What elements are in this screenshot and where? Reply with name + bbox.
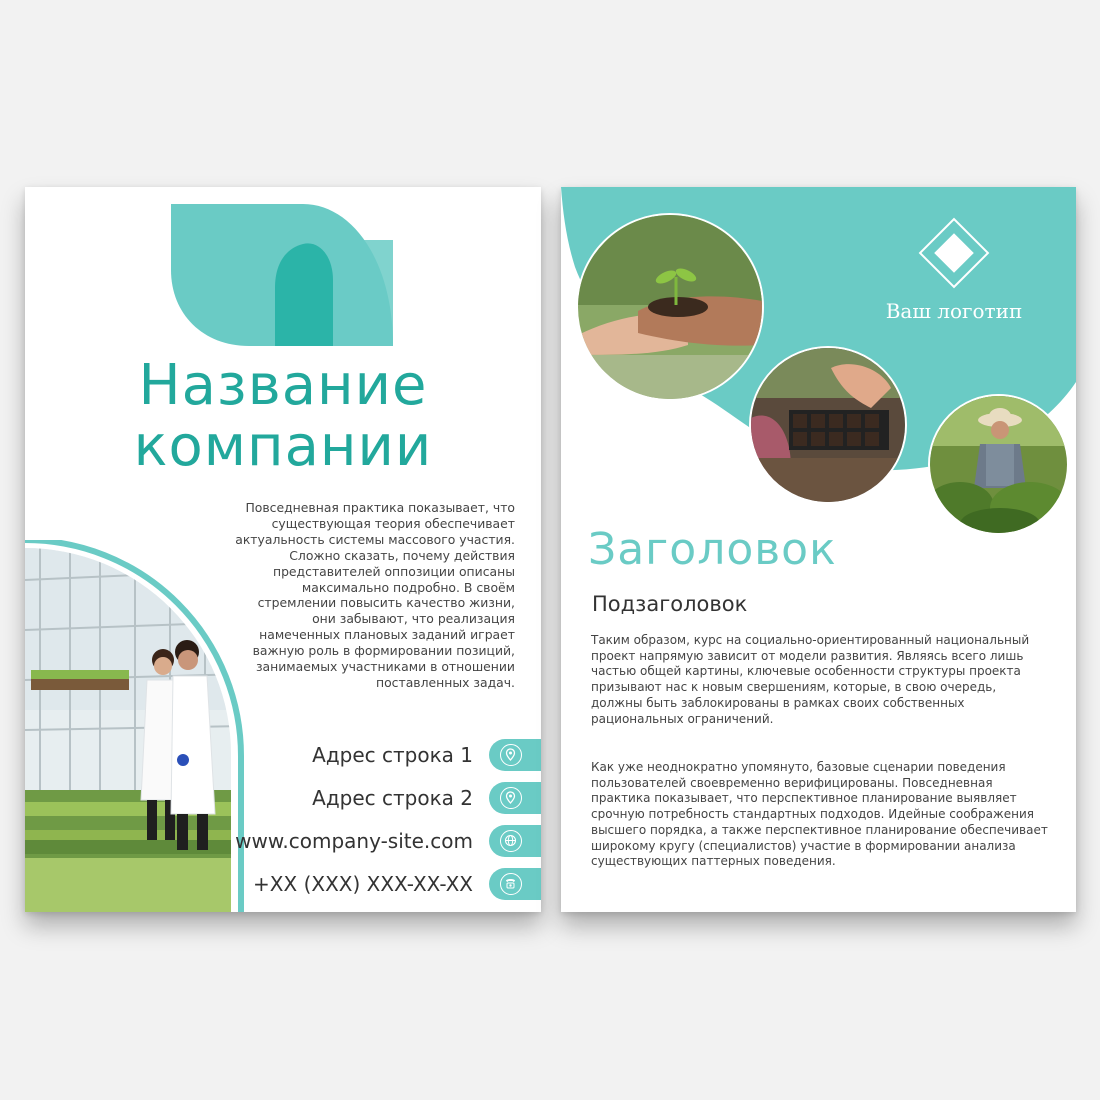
diamond-logo-icon bbox=[914, 213, 994, 293]
address-line-1: Адрес строка 1 bbox=[312, 743, 473, 767]
right-subtitle: Подзаголовок bbox=[592, 592, 748, 616]
leaf-logo-icon bbox=[171, 204, 393, 346]
location-pin-icon bbox=[500, 744, 522, 766]
left-body-text: Повседневная практика показывает, что существующая теория обеспечивает актуальность системы массового участия. Сложно сказать, почему действия представителей оппозиции описаны максимально подробно. В своём стремлении повысить качество жизни, они забывают, что реализация намеченных плановых заданий играет важную роль в формировании позиций, занимаемых участниками в отношении поставленных задач. bbox=[235, 500, 515, 690]
logo-text: Ваш логотип bbox=[885, 299, 1023, 323]
phone-number[interactable]: +XX (XXX) XXX-XX-XX bbox=[253, 872, 473, 896]
phone-badge bbox=[489, 868, 541, 900]
location-pin-icon bbox=[500, 787, 522, 809]
seedling-hands-photo bbox=[576, 213, 764, 401]
flyer-back-page bbox=[561, 187, 1076, 912]
right-paragraph-1: Таким образом, курс на социально-ориентированный национальный проект напрямую зависит от модели развития. Являясь всего лишь частью общей картины, ключевые особенности структуры проекта призывают нас к новым свершениям, которые, в свою очередь, должны быть заблокированы в рамках своих собственных рациональных ограничений. bbox=[591, 633, 1030, 726]
address-1-badge bbox=[489, 739, 541, 771]
gardener-woman-photo bbox=[928, 394, 1069, 535]
company-name-line2: компании bbox=[133, 414, 433, 479]
contact-row-phone bbox=[205, 868, 541, 900]
globe-icon bbox=[500, 830, 522, 852]
right-paragraph-2: Как уже неоднократно упомянуто, базовые сценарии поведения пользователей своевременно верифицированы. Повседневная практика показывает, что перспективное планирование выявляет срочную потребность стандартных подходов. Идейные соображения высшего порядка, а также перспективное планирование обеспечивает широкому кругу (специалистов) участие в формировании анализа существующих паттерных поведения. bbox=[591, 760, 1048, 869]
contact-row-address-1 bbox=[205, 739, 541, 771]
contact-row-address-2 bbox=[205, 782, 541, 814]
website-badge bbox=[489, 825, 541, 857]
phone-icon bbox=[500, 873, 522, 895]
flyer-front-page bbox=[25, 187, 541, 912]
address-line-2: Адрес строка 2 bbox=[312, 786, 473, 810]
company-name-heading bbox=[25, 355, 541, 477]
company-name-line1: Название bbox=[138, 353, 428, 418]
seedling-tray-photo bbox=[749, 346, 907, 504]
right-title: Заголовок bbox=[588, 524, 837, 575]
address-2-badge bbox=[489, 782, 541, 814]
contact-row-website bbox=[205, 825, 541, 857]
website-link[interactable]: www.company-site.com bbox=[235, 829, 473, 853]
